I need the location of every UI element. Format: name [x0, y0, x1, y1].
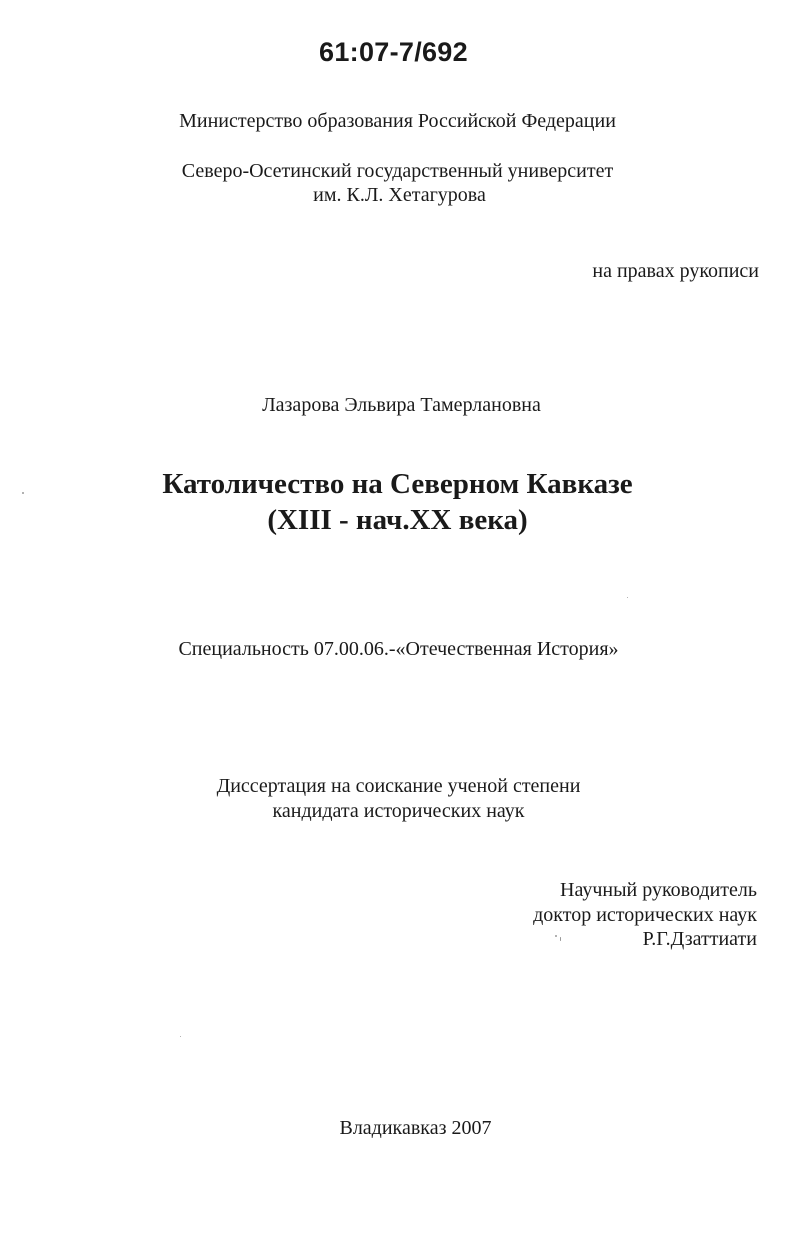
scan-speck: [555, 935, 557, 937]
ministry-name: Министерство образования Российской Федерации: [179, 110, 616, 132]
place-and-year: Владикавказ 2007: [339, 1117, 492, 1139]
scan-speck: [22, 492, 24, 494]
scan-speck: [627, 597, 628, 598]
shelfmark-code: 61:07-7/692: [319, 37, 468, 67]
specialty-line: Специальность 07.00.06.-«Отечественная История»: [178, 638, 619, 660]
supervisor-degree: доктор исторических наук: [533, 903, 757, 926]
scan-speck: [180, 1036, 181, 1037]
thesis-title-line-1: Католичество на Северном Кавказе: [162, 468, 633, 500]
thesis-title-line-2: (XIII - нач.XX века): [267, 504, 528, 536]
supervisor-role: Научный руководитель: [560, 879, 757, 901]
supervisor-name: Р.Г.Дзаттиати: [642, 928, 757, 950]
university-name: Северо-Осетинский государственный университет: [181, 160, 614, 182]
supervisor-block: [533, 878, 757, 952]
degree-line-2: кандидата исторических наук: [272, 800, 525, 822]
author-name: Лазарова Эльвира Тамерлановна: [262, 394, 541, 416]
rights-note: на правах рукописи: [592, 260, 759, 282]
university-named-after: им. К.Л. Хетагурова: [313, 184, 486, 206]
degree-line-1: Диссертация на соискание ученой степени: [216, 775, 581, 797]
scan-speck: [560, 937, 561, 941]
